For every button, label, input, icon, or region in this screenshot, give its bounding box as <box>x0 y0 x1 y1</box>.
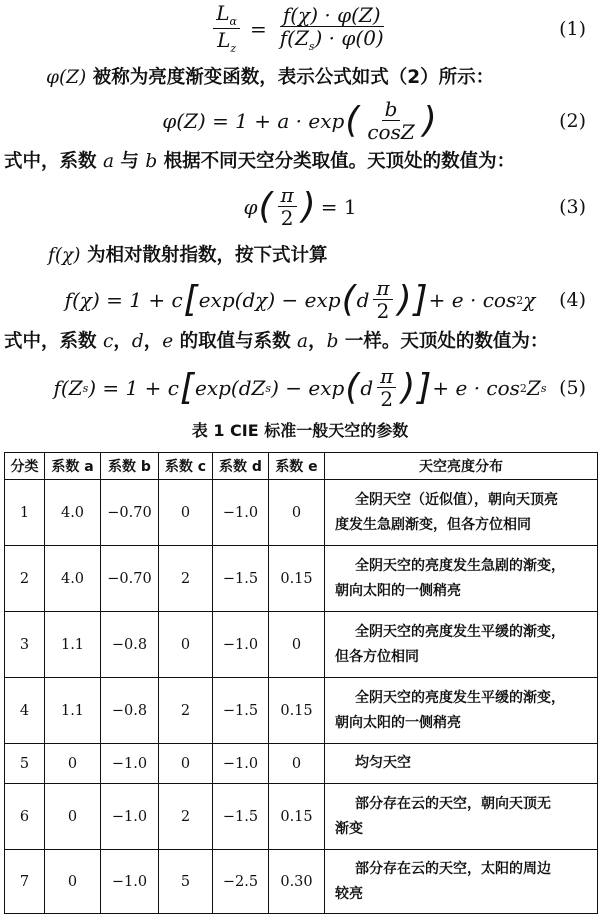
cell-c: 2 <box>159 784 213 850</box>
cie-sky-parameters-table <box>4 452 598 914</box>
cell-e: 0 <box>269 480 325 546</box>
cell-cls: 6 <box>5 784 45 850</box>
header-coef-e: 系数 e <box>269 453 325 480</box>
cell-distribution <box>325 678 598 744</box>
cell-a: 1.1 <box>45 678 101 744</box>
cell-b: −0.8 <box>101 612 159 678</box>
table-row <box>5 850 598 914</box>
header-class: 分类 <box>5 453 45 480</box>
cell-b: −1.0 <box>101 744 159 784</box>
distribution-line-2: 度发生急剧渐变，但各方位相同 <box>335 516 531 533</box>
distribution-line-2: 朝向太阳的一侧稍亮 <box>335 714 461 731</box>
cell-b: −0.70 <box>101 546 159 612</box>
eq2-number: (2) <box>559 110 586 132</box>
table-row <box>5 744 598 784</box>
equation-1: $\frac{L_\alpha}{L_z}$ = $\frac{f(\chi) \cdot \varphi(Z)}{f(Z_s) \cdot \varphi(0)}$ (1) <box>0 2 600 56</box>
cell-b: −1.0 <box>101 784 159 850</box>
cell-cls: 5 <box>5 744 45 784</box>
cell-c: 0 <box>159 480 213 546</box>
cell-e: 0.15 <box>269 546 325 612</box>
eq1-lhs: $\frac{L_\alpha}{L_z}$ <box>213 3 240 55</box>
cell-d: −1.5 <box>213 546 269 612</box>
cell-b: −0.8 <box>101 678 159 744</box>
cell-a: 0 <box>45 850 101 914</box>
cell-c: 2 <box>159 546 213 612</box>
cell-d: −1.0 <box>213 744 269 784</box>
cell-a: 0 <box>45 744 101 784</box>
cell-e: 0.30 <box>269 850 325 914</box>
distribution-line-1: 全阴天空（近似值），朝向天顶亮 <box>355 491 558 508</box>
distribution-line-1: 全阴天空的亮度发生急剧的渐变， <box>355 557 565 574</box>
distribution-line-2: 较亮 <box>335 885 363 902</box>
table-row <box>5 612 598 678</box>
paragraph-1: φ(Z) 被称为亮度渐变函数，表示公式如式（2）所示： <box>46 67 495 88</box>
cell-a: 4.0 <box>45 480 101 546</box>
table-row <box>5 546 598 612</box>
cell-a: 0 <box>45 784 101 850</box>
distribution-line-2: 但各方位相同 <box>335 648 419 665</box>
cell-a: 1.1 <box>45 612 101 678</box>
header-coef-c: 系数 c <box>159 453 213 480</box>
cell-c: 0 <box>159 744 213 784</box>
table-row <box>5 678 598 744</box>
distribution-line-1: 均匀天空 <box>355 755 411 771</box>
cell-b: −0.70 <box>101 480 159 546</box>
equation-3: φ ( $\frac{\pi}{2}$ ) = 1 (3) <box>243 183 586 230</box>
cell-c: 2 <box>159 678 213 744</box>
cell-e: 0 <box>269 612 325 678</box>
cell-d: −1.0 <box>213 612 269 678</box>
cell-cls: 7 <box>5 850 45 914</box>
cell-cls: 2 <box>5 546 45 612</box>
equation-5: f(Z s ) = 1 + c [ exp(dZ s ) − exp ( d $\frac{\pi}{2}$ ) ] + e · cos 2 Z s (5) <box>53 364 586 411</box>
header-distribution: 天空亮度分布 <box>325 453 598 480</box>
cell-b: −1.0 <box>101 850 159 914</box>
cell-c: 5 <box>159 850 213 914</box>
cell-d: −1.0 <box>213 480 269 546</box>
table-title: 表 1 CIE 标准一般天空的参数 <box>191 421 409 440</box>
distribution-line-2: 朝向太阳的一侧稍亮 <box>335 582 461 599</box>
eq1-rhs: $\frac{f(\chi) \cdot \varphi(Z)}{f(Z_s) \cdot \varphi(0)}$ <box>279 2 384 53</box>
eq1-number: (1) <box>559 18 586 40</box>
distribution-line-1: 部分存在云的天空，朝向天顶无 <box>355 795 551 812</box>
cell-distribution <box>325 546 598 612</box>
paragraph-2: 式中，系数 a 与 b 根据不同天空分类取值。天顶处的数值为： <box>4 151 516 172</box>
paragraph-3: f(χ) 为相对散射指数，按下式计算 <box>48 245 328 266</box>
table-row <box>5 784 598 850</box>
eq5-number: (5) <box>559 377 586 399</box>
cell-d: −1.5 <box>213 678 269 744</box>
cell-d: −2.5 <box>213 850 269 914</box>
equation-4: f(χ) = 1 + c [ exp(dχ) − exp ( d $\frac{\pi}{2}$ ) ] + e · cos 2 χ (4) <box>64 276 586 323</box>
cell-distribution <box>325 744 598 784</box>
distribution-line-1: 全阴天空的亮度发生平缓的渐变， <box>355 689 565 706</box>
cell-a: 4.0 <box>45 546 101 612</box>
cell-cls: 3 <box>5 612 45 678</box>
header-coef-d: 系数 d <box>213 453 269 480</box>
cell-distribution <box>325 612 598 678</box>
header-coef-b: 系数 b <box>101 453 159 480</box>
cell-distribution <box>325 850 598 914</box>
distribution-line-1: 部分存在云的天空，太阳的周边 <box>355 860 551 877</box>
eq4-number: (4) <box>559 289 586 311</box>
cell-distribution <box>325 784 598 850</box>
table-row <box>5 480 598 546</box>
distribution-line-2: 渐变 <box>335 820 363 837</box>
table-header-row <box>5 453 598 480</box>
cell-e: 0.15 <box>269 678 325 744</box>
distribution-line-1: 全阴天空的亮度发生平缓的渐变， <box>355 623 565 640</box>
equation-2: φ(Z) = 1 + a · exp ( $\frac{b}{\cos Z}$ ) (2) <box>162 97 586 144</box>
cell-cls: 4 <box>5 678 45 744</box>
paragraph-4: 式中，系数 c，d，e 的取值与系数 a，b 一样。天顶处的数值为： <box>4 331 549 352</box>
header-coef-a: 系数 a <box>45 453 101 480</box>
cell-c: 0 <box>159 612 213 678</box>
cell-distribution <box>325 480 598 546</box>
cell-d: −1.5 <box>213 784 269 850</box>
cell-e: 0 <box>269 744 325 784</box>
cell-cls: 1 <box>5 480 45 546</box>
eq3-number: (3) <box>559 196 586 218</box>
cell-e: 0.15 <box>269 784 325 850</box>
